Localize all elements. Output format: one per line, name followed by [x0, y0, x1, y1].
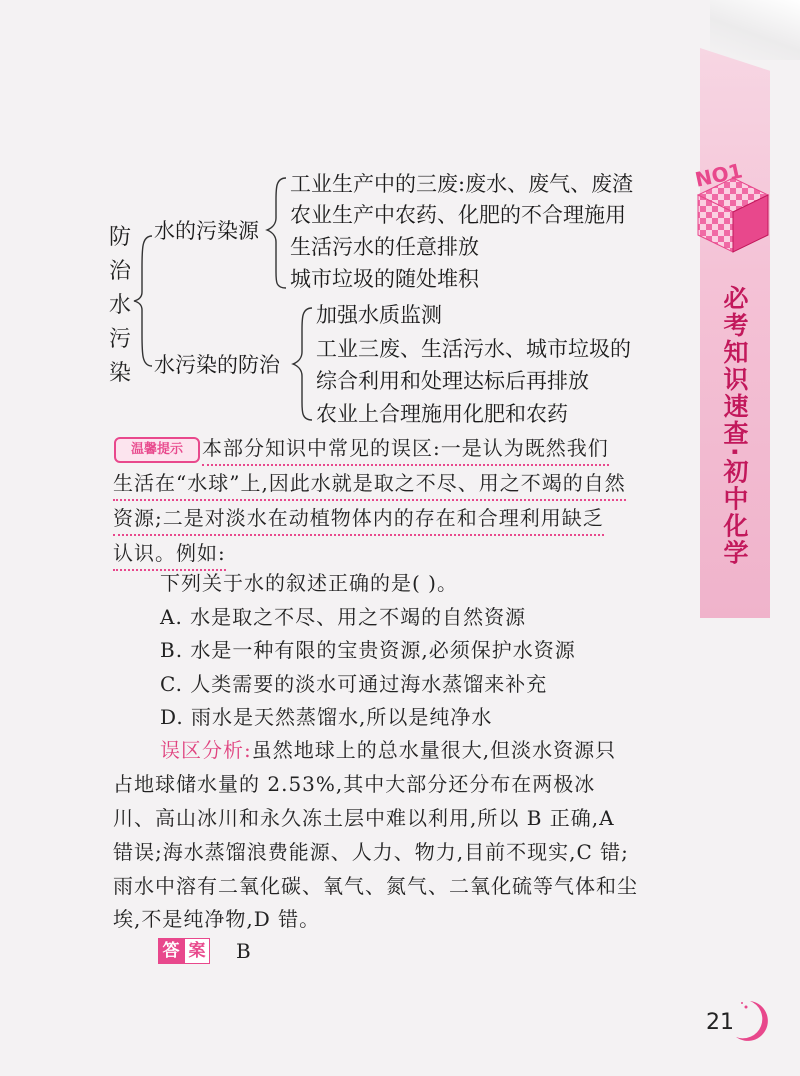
tip-line: 生活在“水球”上,因此水就是取之不尽、用之不竭的自然	[113, 473, 626, 501]
question-option: B. 水是一种有限的宝贵资源,必须保护水资源	[160, 638, 576, 662]
leaf-item: 农业生产中农药、化肥的不合理施用	[290, 203, 626, 227]
analysis-line: 错误;海水蒸馏浪费能源、人力、物力,目前不现实,C 错;	[113, 840, 629, 864]
question-stem: 下列关于水的叙述正确的是( )。	[160, 571, 458, 595]
branch-pollution-sources: 水的污染源	[154, 219, 259, 243]
question-option: A. 水是取之不尽、用之不竭的自然资源	[160, 605, 527, 629]
tip-line: 本部分知识中常见的误区:一是认为既然我们	[202, 438, 609, 466]
answer-badge-right: 案	[184, 938, 210, 964]
answer-badge	[158, 938, 210, 964]
root-char: 防	[108, 225, 131, 250]
analysis-line: 埃,不是纯净物,D 错。	[113, 907, 321, 931]
no1-label: NO1	[692, 158, 745, 192]
answer-badge-left: 答	[158, 938, 184, 964]
analysis-line: 川、高山冰川和永久冻土层中难以利用,所以 B 正确,A	[113, 806, 615, 830]
branch-pollution-prevention: 水污染的防治	[154, 353, 280, 377]
page-number: 21	[706, 1010, 734, 1035]
leaf-item: 生活污水的任意排放	[290, 235, 479, 259]
tip-line: 认识。例如:	[113, 543, 226, 571]
leaf-item: 综合利用和处理达标后再排放	[316, 369, 589, 393]
page-curl	[710, 0, 800, 60]
question-option: C. 人类需要的淡水可通过海水蒸馏来补充	[160, 672, 548, 696]
leaf-item: 工业生产中的三废:废水、废气、废渣	[290, 172, 634, 196]
root-char: 治	[108, 259, 131, 284]
no1-cube-icon	[688, 140, 778, 260]
analysis-line: 占地球储水量的 2.53%,其中大部分还分布在两极冰	[113, 772, 596, 796]
analysis-line: 雨水中溶有二氧化碳、氧气、氮气、二氧化硫等气体和尘	[113, 874, 638, 898]
analysis-label: 误区分析:	[160, 738, 252, 762]
tip-badge: 温馨提示	[114, 437, 200, 463]
question-option: D. 雨水是天然蒸馏水,所以是纯净水	[160, 705, 493, 729]
root-char: 水	[108, 293, 131, 318]
root-char: 染	[108, 361, 131, 386]
leaf-item: 加强水质监测	[316, 303, 442, 327]
analysis-text: 虽然地球上的总水量很大,但淡水资源只	[251, 738, 617, 762]
leaf-item: 城市垃圾的随处堆积	[290, 267, 479, 291]
answer-value: B	[236, 939, 252, 963]
side-tab-title: 必考知识速查·初中化学	[720, 285, 749, 567]
leaf-item: 农业上合理施用化肥和农药	[316, 402, 568, 426]
root-char: 污	[108, 327, 131, 352]
mindmap-root	[107, 221, 133, 391]
leaf-item: 工业三废、生活污水、城市垃圾的	[316, 337, 631, 361]
tip-line: 资源;二是对淡水在动植物体内的存在和合理利用缺乏	[113, 508, 604, 536]
analysis-first-line	[160, 740, 616, 760]
